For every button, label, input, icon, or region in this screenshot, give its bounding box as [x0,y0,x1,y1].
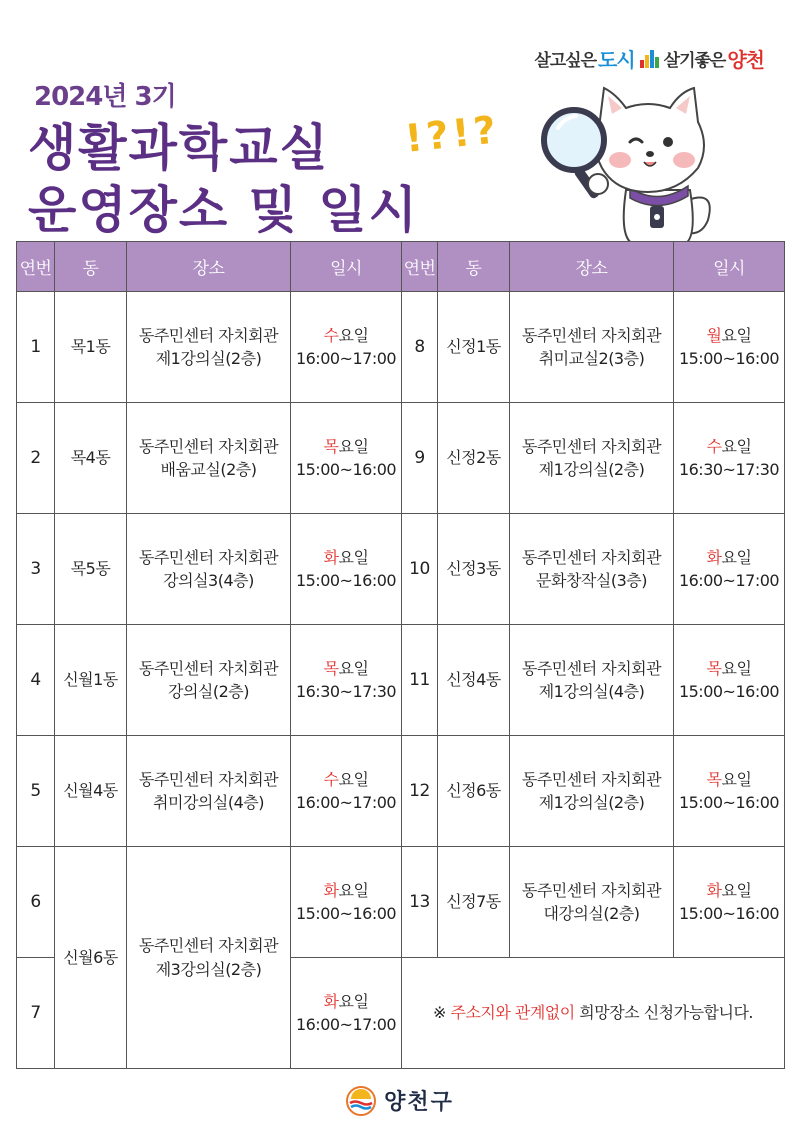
datetime-cell [291,292,402,403]
sun-wave-logo-icon [346,1086,376,1116]
mascot-magnifier-illustration [538,80,718,245]
weekday-suffix: 요일 [721,880,752,900]
time: 16:30~17:30 [295,682,397,701]
place-cell [510,736,674,847]
place-line2: 제1강의실(2층) [538,460,645,479]
place-line1: 동주민센터 자치회관 [521,769,662,789]
weekday: 수 [706,436,722,456]
datetime-cell [674,736,785,847]
datetime-cell [674,625,785,736]
place-line2: 제1강의실(4층) [538,682,645,701]
weekday-suffix: 요일 [721,547,752,567]
time: 15:00~16:00 [678,904,780,923]
weekday-suffix: 요일 [338,547,369,567]
page-title-line1: 생활과학교실 [28,119,330,177]
table-row [17,625,785,736]
dong-cell: 신월1동 [55,625,127,736]
time: 16:00~17:00 [678,571,780,590]
row-number: 6 [17,847,55,958]
place-cell [510,292,674,403]
row-number: 2 [17,403,55,514]
place-line1: 동주민센터 자치회관 [521,658,662,678]
weekday-suffix: 요일 [721,436,752,456]
bar-graph-icon [640,50,659,68]
weekday-suffix: 요일 [338,769,369,789]
weekday-suffix: 요일 [721,769,752,789]
datetime-cell [291,625,402,736]
weekday: 월 [706,325,722,345]
weekday: 화 [323,547,339,567]
dong-cell: 신정4동 [438,625,510,736]
slogan-brand: 양천 [727,48,764,72]
datetime-cell [674,403,785,514]
place-line1: 동주민센터 자치회관 [138,769,279,789]
organization-name: 양천구 [384,1090,454,1115]
notice-suffix: 희망장소 신청가능합니다. [574,1003,753,1023]
row-number: 10 [402,514,438,625]
place-line1: 동주민센터 자치회관 [521,880,662,900]
weekday: 목 [706,769,722,789]
table-row [17,403,785,514]
place-cell [127,292,291,403]
page-title-line2: 운영장소 및 일시 [28,181,419,239]
row-number: 9 [402,403,438,514]
place-cell [510,514,674,625]
row-number: 11 [402,625,438,736]
table-row [17,514,785,625]
datetime-cell [291,514,402,625]
dong-cell: 신정2동 [438,403,510,514]
dong-cell: 목5동 [55,514,127,625]
row-number: 3 [17,514,55,625]
dong-cell: 신정3동 [438,514,510,625]
time: 16:00~17:00 [295,349,397,368]
time: 15:00~16:00 [678,349,780,368]
place-cell [127,625,291,736]
time: 15:00~16:00 [295,571,397,590]
datetime-cell [291,403,402,514]
place-line1: 동주민센터 자치회관 [521,325,662,345]
table-row [17,847,785,958]
place-line2: 강의실3(4층) [163,571,254,590]
weekday: 수 [323,769,339,789]
place-line2: 제1강의실(2층) [538,793,645,812]
dong-cell: 신정1동 [438,292,510,403]
header-place: 장소 [127,242,291,292]
row-number: 8 [402,292,438,403]
header-no: 연번 [17,242,55,292]
time: 15:00~16:00 [678,793,780,812]
place-line1: 동주민센터 자치회관 [521,547,662,567]
dong-cell: 신정7동 [438,847,510,958]
slogan [534,44,764,73]
weekday-suffix: 요일 [338,436,369,456]
weekday-suffix: 요일 [338,991,369,1011]
row-number: 1 [17,292,55,403]
place-line2: 취미교실2(3층) [538,349,645,368]
weekday: 수 [323,325,339,345]
place-line2: 제3강의실(2층) [155,959,262,979]
time: 16:30~17:30 [678,460,780,479]
notice-cell [402,958,785,1069]
place-line2: 제1강의실(2층) [155,349,262,368]
dong-cell: 목4동 [55,403,127,514]
time: 16:00~17:00 [295,1015,397,1034]
exclamation-question-marks: !?!? [402,107,502,161]
place-line1: 동주민센터 자치회관 [138,658,279,678]
row-number: 7 [17,958,55,1069]
footer-logo [0,1085,800,1116]
datetime-cell [674,514,785,625]
weekday-suffix: 요일 [338,325,369,345]
row-number: 5 [17,736,55,847]
slogan-part1: 살고싶은 [534,51,597,71]
datetime-cell [291,736,402,847]
table-header-row [17,242,785,292]
notice-highlight: 주소지와 관계없이 [450,1003,575,1023]
place-line2: 배움교실(2층) [160,460,257,479]
dong-cell: 목1동 [55,292,127,403]
weekday: 화 [706,547,722,567]
header-datetime: 일시 [291,242,402,292]
place-cell [510,625,674,736]
weekday: 화 [323,991,339,1011]
place-cell [510,403,674,514]
notice-prefix: ※ [432,1003,451,1023]
datetime-cell [291,847,402,958]
weekday: 목 [323,658,339,678]
place-line1: 동주민센터 자치회관 [138,936,279,956]
dong-cell: 신월6동 [55,847,127,1069]
place-line2: 강의실(2층) [168,682,249,701]
weekday: 목 [323,436,339,456]
header-dong: 동 [438,242,510,292]
dong-cell: 신월4동 [55,736,127,847]
slogan-city: 도시 [598,48,635,72]
place-cell [127,736,291,847]
datetime-cell [674,847,785,958]
row-number: 12 [402,736,438,847]
place-line2: 문화창작실(3층) [536,571,647,590]
weekday-suffix: 요일 [338,880,369,900]
place-line1: 동주민센터 자치회관 [138,325,279,345]
slogan-part2: 살기좋은 [663,51,726,71]
weekday-suffix: 요일 [721,658,752,678]
weekday: 화 [323,880,339,900]
weekday-suffix: 요일 [721,325,752,345]
datetime-cell [291,958,402,1069]
table-row [17,736,785,847]
place-line2: 대강의실(2층) [543,904,640,923]
place-cell [127,514,291,625]
weekday: 목 [706,658,722,678]
place-line1: 동주민센터 자치회관 [138,547,279,567]
time: 16:00~17:00 [295,793,397,812]
time: 15:00~16:00 [295,904,397,923]
header-dong: 동 [55,242,127,292]
header-place: 장소 [510,242,674,292]
place-cell [127,403,291,514]
time: 15:00~16:00 [678,682,780,701]
place-line1: 동주민센터 자치회관 [521,436,662,456]
place-line2: 취미강의실(4층) [153,793,264,812]
schedule-table [16,241,785,1069]
dong-cell: 신정6동 [438,736,510,847]
header-datetime: 일시 [674,242,785,292]
row-number: 13 [402,847,438,958]
weekday: 화 [706,880,722,900]
datetime-cell [674,292,785,403]
place-cell [510,847,674,958]
weekday-suffix: 요일 [338,658,369,678]
row-number: 4 [17,625,55,736]
place-cell [127,847,291,1069]
place-line1: 동주민센터 자치회관 [138,436,279,456]
header-no: 연번 [402,242,438,292]
table-row [17,292,785,403]
edition-label: 2024년 3기 [34,82,176,112]
time: 15:00~16:00 [295,460,397,479]
